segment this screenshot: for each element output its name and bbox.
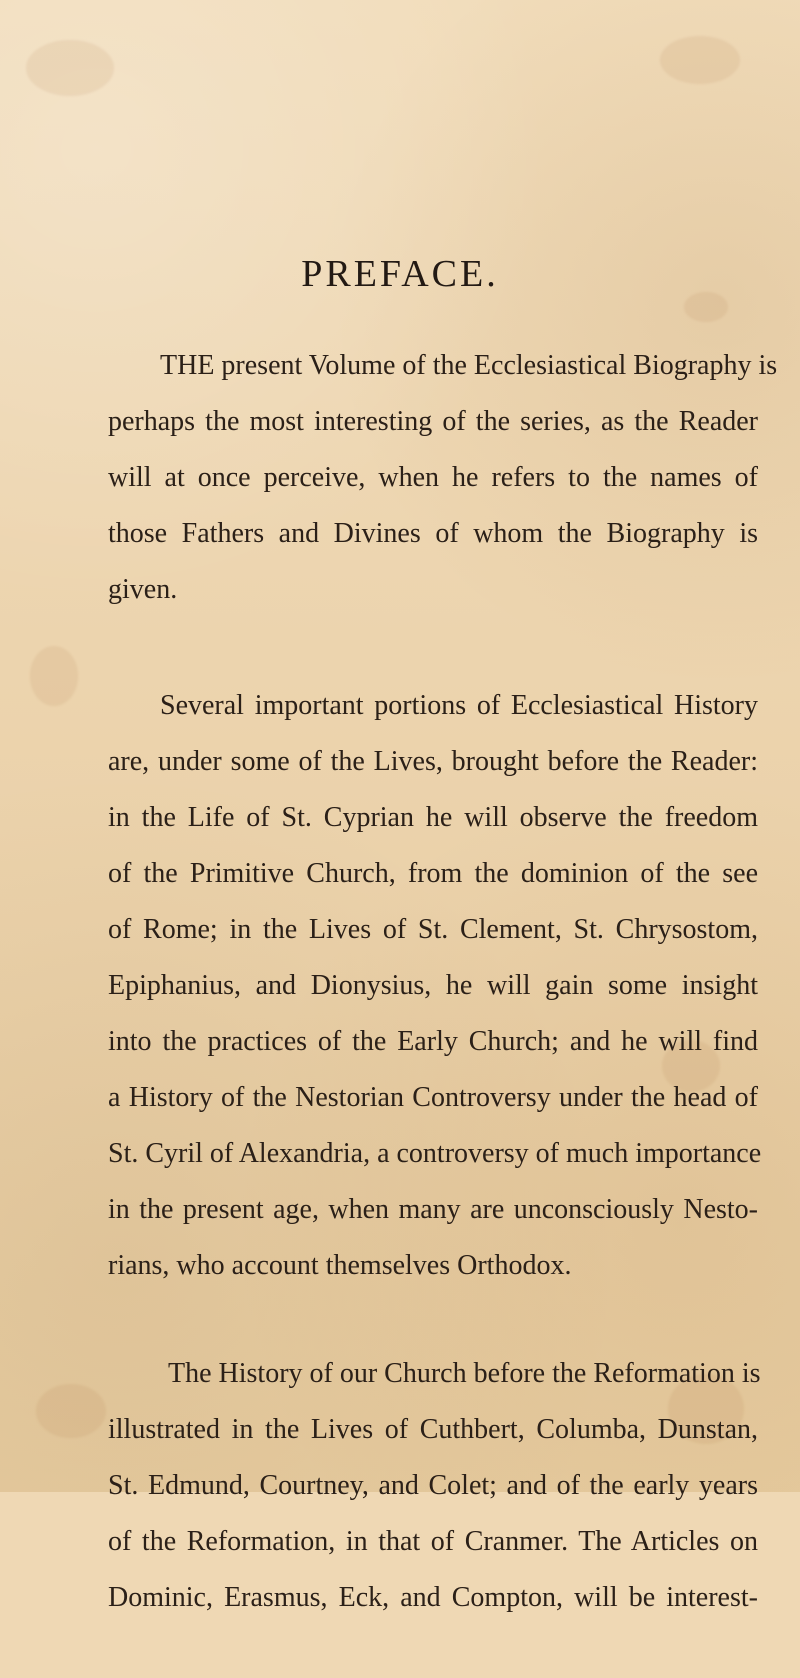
text-line: given. [108,574,178,605]
text-line: rians, who account themselves Orthodox. [108,1250,572,1281]
paper-stain [26,40,114,96]
text-line: in the Life of St. Cyprian he will observe the freedom [108,802,758,833]
text-line: a History of the Nestorian Controversy under the head of [108,1082,758,1113]
paragraph-2 [108,678,762,1294]
text-line: those Fathers and Divines of whom the Biography is [108,518,758,549]
paragraph-1 [108,338,778,618]
page-title: PREFACE. [301,253,499,295]
text-line: illustrated in the Lives of Cuthbert, Columba, Dunstan, [108,1414,758,1445]
text-line: of the Reformation, in that of Cranmer. The Articles on [108,1526,758,1557]
text-line: St. Edmund, Courtney, and Colet; and of the early years [108,1470,758,1501]
text-line: Dominic, Erasmus, Eck, and Compton, will be interest- [108,1582,758,1613]
text-line: into the practices of the Early Church; and he will find [108,1026,758,1057]
text-line: will at once perceive, when he refers to the names of [108,462,758,493]
text-line: are, under some of the Lives, brought before the Reader: [108,746,758,777]
text-line: of the Primitive Church, from the dominion of the see [108,858,758,889]
text-line: in the present age, when many are unconsciously Nesto- [108,1194,758,1225]
paper-stain [36,1384,106,1438]
text-line: THE present Volume of the Ecclesiastical Biography is [160,350,778,381]
text-line: of Rome; in the Lives of St. Clement, St. Chrysostom, [108,914,758,945]
preface-text [108,330,778,1678]
paper-stain [30,646,78,706]
text-line: perhaps the most interesting of the series, as the Reader [108,406,758,437]
text-line: The History of our Church before the Reformation is [168,1358,761,1389]
paragraph-3 [108,1346,761,1626]
paper-stain [660,36,740,84]
text-line: St. Cyril of Alexandria, a controversy of much importance [108,1138,762,1169]
paper-stain [684,292,728,322]
text-line: Several important portions of Ecclesiastical History [160,690,758,721]
text-line: Epiphanius, and Dionysius, he will gain some insight [108,970,758,1001]
